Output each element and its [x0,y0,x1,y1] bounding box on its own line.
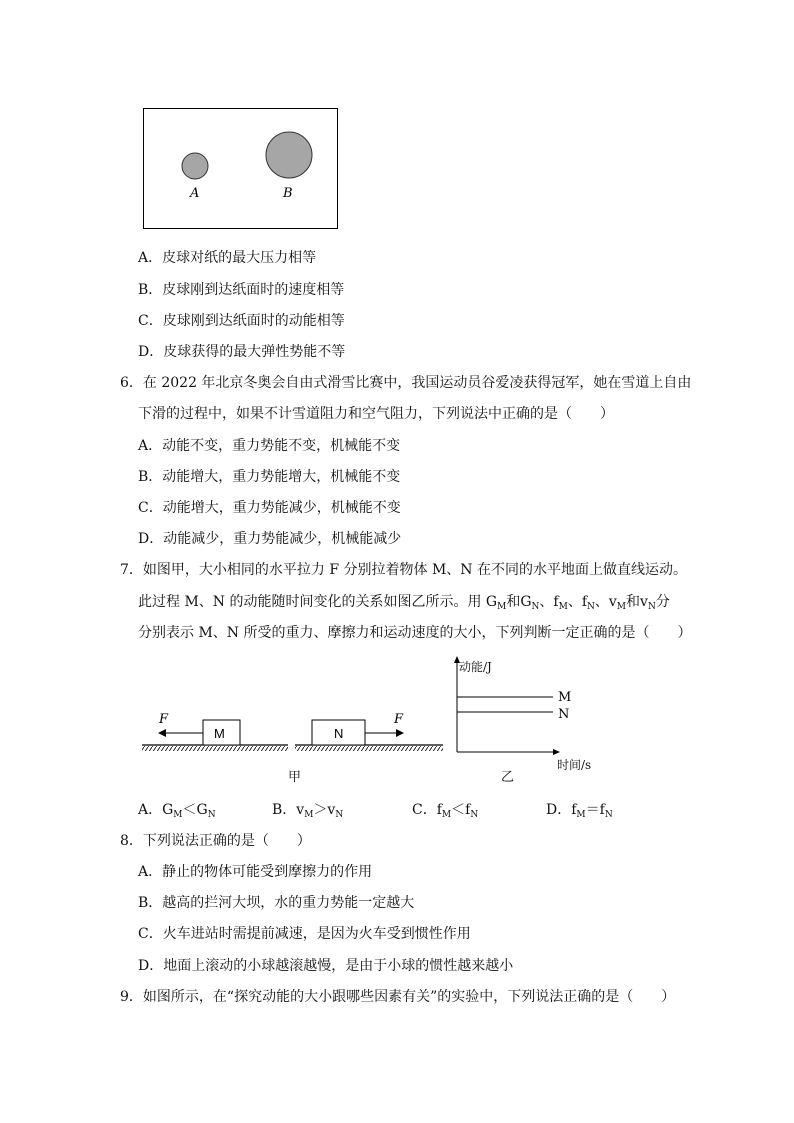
and: 和 [626,594,641,610]
q7-stem-line3: 分别表示 M、N 所受的重力、摩擦力和运动速度的大小，下列判断一定正确的是（ ） [138,625,692,641]
x-axis-label: 时间/s [557,758,592,772]
caption-yi: 乙 [501,770,515,785]
sub-m: M [173,810,183,820]
and: 和 [506,594,521,610]
q8-option-a[interactable]: A．静止的物体可能受到摩擦力的作用 [138,864,373,880]
opt-a-prefix: A．G [138,802,174,818]
q7-stem-line2 [138,593,670,616]
q6-option-b[interactable]: B．动能增大，重力势能增大，机械能不变 [138,469,401,485]
block-m-label: M [214,726,225,741]
f: f [581,594,587,610]
comma: 、 [567,594,582,610]
sub-m: M [576,810,586,820]
q7-stem-line2-text: 此过程 M、N 的动能随时间变化的关系如图乙所示。用 G [138,594,498,610]
v: v [640,594,648,610]
label-a: A [190,186,200,201]
q5-option-d[interactable]: D．皮球获得的最大弹性势能不等 [138,344,346,360]
sub-n: N [470,810,479,820]
ground-left-hatch [142,746,288,751]
q8-option-b[interactable]: B．越高的拦河大坝，水的重力势能一定越大 [138,895,415,911]
fen: 分 [655,594,670,610]
opt-c-prefix: C．f [412,802,442,818]
line-m-label: M [558,690,572,705]
q5-option-b[interactable]: B．皮球刚到达纸面时的速度相等 [138,282,345,298]
force-arrow-right-head [396,729,404,737]
balls-svg [143,108,338,229]
force-arrow-left-head [158,729,166,737]
force-label-left: F [159,712,169,727]
force-label-right: F [394,712,404,727]
sub-n: N [604,810,613,820]
ball-a [182,153,208,179]
ball-b [266,132,312,178]
figure-balls [143,108,338,229]
sub-n: N [587,602,595,612]
caption-jia: 甲 [288,770,302,785]
sub-m: M [497,602,507,612]
sub-m: M [304,810,314,820]
q6-option-c[interactable]: C．动能增大，重力势能减少，机械能不变 [138,500,401,516]
gt: ＞ [313,802,328,818]
f: f [465,802,471,818]
sub-n: N [531,602,540,612]
opt-b-prefix: B．v [272,802,305,818]
q8-option-c[interactable]: C．火车进站时需提前减速，是因为火车受到惯性作用 [138,926,471,942]
line-n-label: N [558,707,570,722]
sub-m: M [558,602,568,612]
f: f [599,802,605,818]
label-b: B [283,186,293,201]
q8-stem: 8．下列说法正确的是（ ） [120,833,311,849]
sub-n: N [207,810,216,820]
q6-option-d[interactable]: D．动能减少，重力势能减少，机械能减少 [138,531,402,547]
q5-option-c[interactable]: C．皮球刚到达纸面时的动能相等 [138,313,345,329]
y-axis-label: 动能/J [459,660,492,674]
g: G [520,594,532,610]
q8-option-d[interactable]: D．地面上滚动的小球越滚越慢，是由于小球的惯性越来越小 [138,958,514,974]
q9-stem: 9．如图所示，在“探究动能的大小跟哪些因素有关”的实验中，下列说法正确的是（ ） [120,989,676,1005]
q5-option-a[interactable]: A．皮球对纸的最大压力相等 [138,250,317,266]
comma: 、 [594,594,609,610]
eq: ＝ [585,802,600,818]
sub-n: N [647,602,656,612]
v: v [327,802,336,818]
q6-stem-line1: 6．在 2022 年北京冬奥会自由式滑雪比赛中，我国运动员谷爱凌获得冠军，她在雪道上自由 [120,375,692,391]
q6-option-a[interactable]: A．动能不变，重力势能不变，机械能不变 [138,438,401,454]
g: G [196,802,208,818]
x-axis-arrow [553,749,560,755]
sub-m: M [441,810,452,820]
block-n-label: N [334,726,344,741]
q7-option-d[interactable] [546,801,613,824]
f: f [553,594,559,610]
ground-right-hatch [295,746,443,751]
sub-n: N [335,810,344,820]
q7-stem-line1: 7．如图甲，大小相同的水平拉力 F 分别拉着物体 M、N 在不同的水平地面上做直线运动。 [120,562,688,578]
q7-option-c[interactable] [412,801,478,824]
v: v [608,594,617,610]
q7-option-b[interactable] [272,801,343,824]
lt: ＜ [451,802,466,818]
sub-m: M [616,602,627,612]
lt: ＜ [182,802,197,818]
comma: 、 [539,594,554,610]
opt-d-prefix: D．f [546,802,577,818]
q7-option-a[interactable] [138,801,216,824]
q6-stem-line2: 下滑的过程中，如果不计雪道阻力和空气阻力，下列说法中正确的是（ ） [138,406,614,422]
